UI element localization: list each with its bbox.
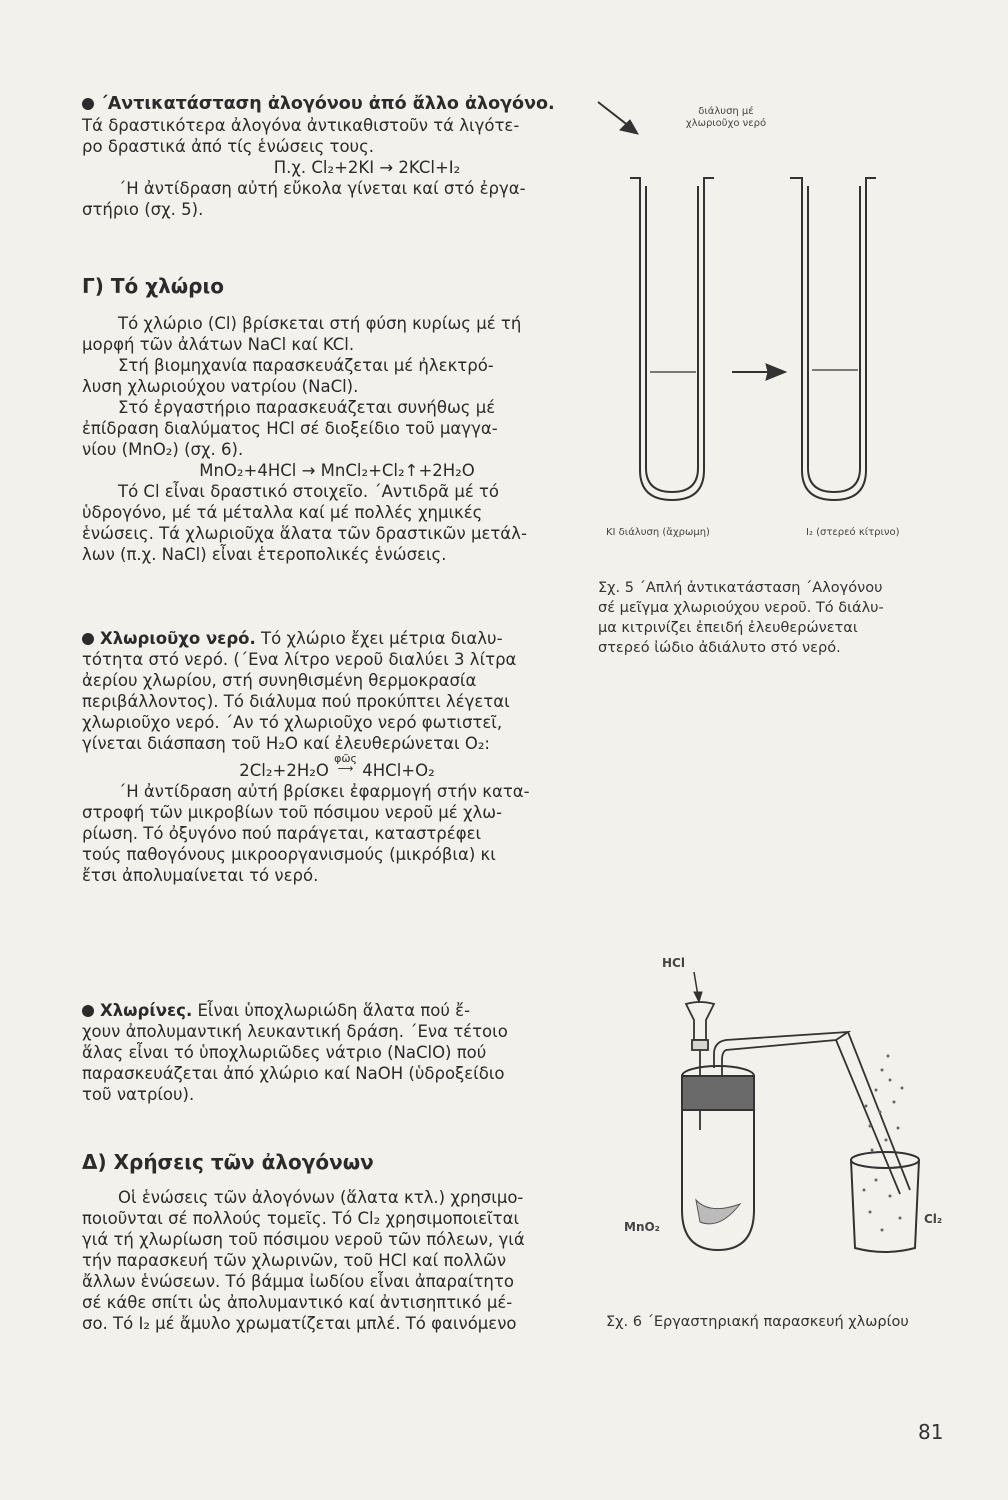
- figure-6-caption: Σχ. 6 ΄Εργαστηριακή παρασκευή χλωρίου: [606, 1314, 909, 1330]
- text-line: ἅλας εἶναι τό ὑποχλωριῶδες νάτριο (NaClO) πού: [82, 1043, 487, 1062]
- section-heading: Γ) Τό χλώριο: [82, 274, 224, 298]
- figure-5-test-tubes: [590, 90, 950, 540]
- section-chlorine-water: [82, 628, 572, 886]
- pointer-arrow-icon: [598, 102, 638, 134]
- bullet-icon: [82, 633, 94, 645]
- transfer-arrow-icon: [732, 364, 786, 380]
- bullet-icon: [82, 1005, 94, 1017]
- text-line: στροφή τῶν μικροβίων τοῦ πόσιμου νεροῦ μέ χλω-: [82, 803, 503, 822]
- equation: 2Cl₂+2H₂O φῶς ⟶ 4HCl+O₂: [239, 752, 435, 780]
- page-number: 81: [918, 1420, 944, 1444]
- section-chlorines: [82, 1000, 572, 1105]
- text-line: ΄Η ἀντίδραση αὐτή εὔκολα γίνεται καί στό ἐργα-: [118, 179, 526, 198]
- section-heading: ΄Αντικατάσταση ἀλογόνου ἀπό ἄλλο ἀλογόνο.: [82, 94, 572, 115]
- text-line: στήριο (σχ. 5).: [82, 200, 204, 219]
- reaction-flask: [682, 1066, 754, 1250]
- section-halogen-replacement: [82, 94, 572, 220]
- text-line: λυση χλωριούχου νατρίου (NaCl).: [82, 377, 359, 396]
- text-line: τήν παρασκευή τῶν χλωρινῶν, τοῦ HCl καί πολλῶν: [82, 1251, 507, 1270]
- text-line: Χλωρίνες. Εἶναι ὑποχλωριώδη ἅλατα πού ἔ-: [82, 1000, 572, 1021]
- text-line: γιά τή χλωρίωση τοῦ πόσιμου νεροῦ τῶν πόλεων, γιά: [82, 1230, 525, 1249]
- text-line: Οἱ ἑνώσεις τῶν ἀλογόνων (ἅλατα κτλ.) χρησιμο-: [118, 1188, 524, 1207]
- text-line: χουν ἀπολυμαντική λευκαντική δράση. ΄Ενα τέτοιο: [82, 1022, 508, 1041]
- text-line: Τό χλώριο (Cl) βρίσκεται στή φύση κυρίως μέ τή: [118, 314, 522, 333]
- text-line: τοῦ νατρίου).: [82, 1085, 195, 1104]
- text-line: περιβάλλοντος). Τό διάλυμα πού προκύπτει λέγεται: [82, 692, 510, 711]
- figure-5-caption: Σχ. 5 ΄Απλή ἀντικατάσταση ΄Αλογόνου σέ μεῖγμα χλωριούχου νεροῦ. Τό διάλυ- μα κιτρινίζει ἐπειδή ἐλευθερώνεται στερεό ἰώδιο ἀδιάλυτο στό νερό.: [598, 580, 884, 656]
- text-line: τότητα στό νερό. (΄Ενα λίτρο νεροῦ διαλύει 3 λίτρα: [82, 650, 517, 669]
- figure-5-label-top: διάλυση μέ χλωριοῦχο νερό: [685, 106, 767, 129]
- text-line: ΄Η ἀντίδραση αὐτή βρίσκει ἐφαρμογή στήν κατα-: [118, 782, 530, 801]
- text-line: ἀερίου χλωρίου, στή συνηθισμένη θερμοκρασία: [82, 671, 477, 690]
- text-line: Τό Cl εἶναι δραστικό στοιχεῖο. ΄Αντιδρᾶ μέ τό: [118, 482, 500, 501]
- text-line: μορφή τῶν ἀλάτων NaCl καί KCl.: [82, 335, 355, 354]
- text-line: ἑνώσεις. Τά χλωριοῦχα ἅλατα τῶν δραστικῶν μετάλ-: [82, 524, 527, 543]
- text-line: Τά δραστικότερα ἀλογόνα ἀντικαθιστοῦν τά λιγότε-: [82, 116, 520, 135]
- equation: Π.χ. Cl₂+2KI → 2KCl+I₂: [273, 158, 461, 177]
- test-tube-left: [630, 178, 714, 500]
- text-line: ρίωση. Τό ὀξυγόνο πού παράγεται, καταστρέφει: [82, 824, 482, 843]
- text-line: Χλωριοῦχο νερό. Τό χλώριο ἔχει μέτρια διαλυ-: [82, 628, 572, 649]
- text-line: ἄλλων ἑνώσεων. Τό βάμμα ἰωδίου εἶναι ἀπαραίτητο: [82, 1272, 514, 1291]
- figure-6-label-cl2: Cl₂: [924, 1212, 943, 1226]
- section-chlorine: [82, 276, 572, 565]
- section-heading: Χλωριοῦχο νερό.: [100, 629, 256, 648]
- text-line: παρασκευάζεται ἀπό χλώριο καί NaOH (ὑδροξείδιο: [82, 1064, 505, 1083]
- text-line: χλωριοῦχο νερό. ΄Αν τό χλωριοῦχο νερό φωτιστεῖ,: [82, 713, 503, 732]
- text-line: τούς παθογόνους μικροοργανισμούς (μικρόβια) κι: [82, 845, 496, 864]
- equation: MnO₂+4HCl → MnCl₂+Cl₂↑+2H₂O: [199, 461, 475, 480]
- text-line: σέ κάθε σπίτι ὡς ἀπολυμαντικό καί ἀντισηπτικό μέ-: [82, 1293, 513, 1312]
- text-line: ἔτσι ἀπολυμαίνεται τό νερό.: [82, 866, 319, 885]
- text-line: Στό ἐργαστήριο παρασκευάζεται συνήθως μέ: [118, 398, 496, 417]
- figure-5-label-left: KI διάλυση (ἄχρωμη): [606, 527, 710, 538]
- figure-6-chlorine-apparatus: [610, 960, 943, 1260]
- collecting-beaker: [851, 1152, 919, 1252]
- chlorine-gas-bubbles: [863, 1055, 904, 1232]
- light-arrow: φῶς ⟶: [334, 752, 358, 775]
- figure-6-label-mno2: MnO₂: [624, 1220, 660, 1234]
- text-line: Στή βιομηχανία παρασκευάζεται μέ ἠλεκτρό-: [118, 356, 494, 375]
- section-heading: Δ) Χρήσεις τῶν ἀλογόνων: [82, 1150, 374, 1174]
- text-line: ρο δραστικά ἀπό τίς ἑνώσεις τους.: [82, 137, 375, 156]
- text-line: λων (π.χ. NaCl) εἶναι ἑτεροπολικές ἑνώσεις.: [82, 545, 447, 564]
- section-heading: Χλωρίνες.: [100, 1001, 193, 1020]
- text-line: ἐπίδραση διαλύματος HCl σέ διοξείδιο τοῦ μαγγα-: [82, 419, 498, 438]
- text-line: σο. Τό I₂ μέ ἄμυλο χρωματίζεται μπλέ. Τό φαινόμενο: [82, 1314, 517, 1333]
- figure-5-label-right: I₂ (στερεό κίτρινο): [806, 527, 900, 538]
- test-tube-right: [790, 178, 876, 500]
- figure-6-label-hcl: HCl: [662, 956, 685, 970]
- text-line: γίνεται διάσπαση τοῦ H₂O καί ἐλευθερώνεται O₂:: [82, 734, 490, 753]
- text-line: νίου (MnO₂) (σχ. 6).: [82, 440, 244, 459]
- text-line: ποιοῦνται σέ πολλούς τομεῖς. Τό Cl₂ χρησιμοποιεῖται: [82, 1209, 520, 1228]
- bullet-icon: [82, 98, 94, 110]
- section-uses: [82, 1152, 572, 1334]
- hcl-arrow-icon: [694, 972, 702, 1002]
- text-line: ὑδρογόνο, μέ τά μέταλλα καί μέ πολλές χημικές: [82, 503, 483, 522]
